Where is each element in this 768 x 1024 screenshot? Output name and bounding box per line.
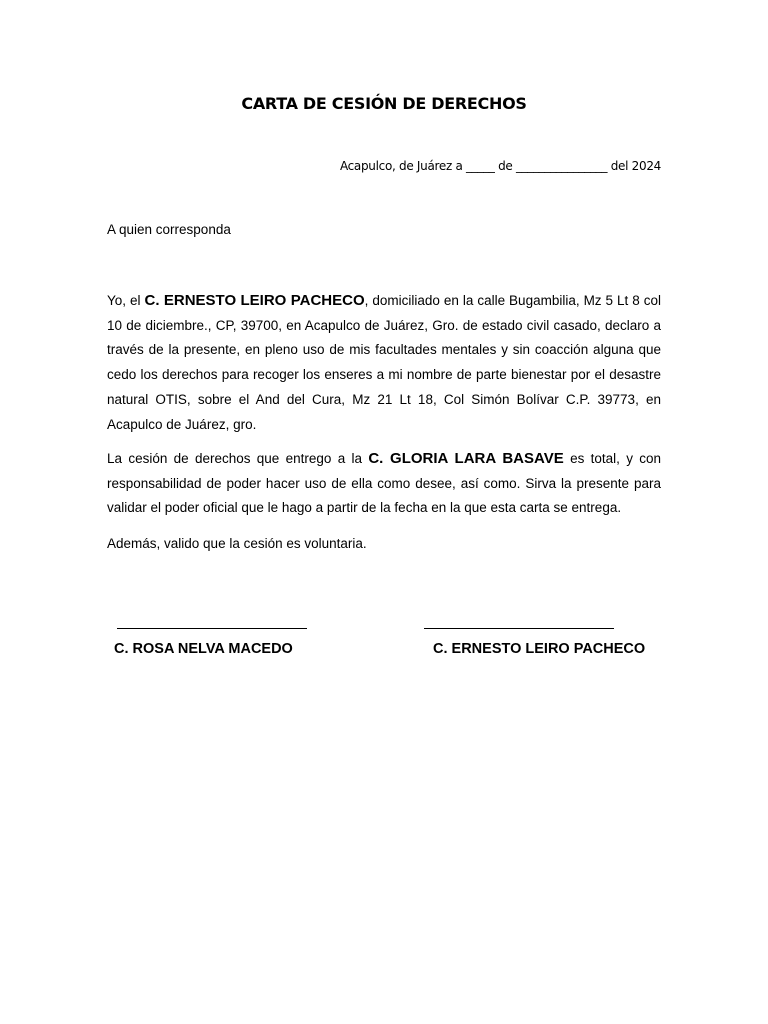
signature-line-left — [117, 628, 307, 629]
salutation: A quien corresponda — [107, 222, 231, 237]
grantee-name: C. GLORIA LARA BASAVE — [368, 450, 564, 467]
document-title: CARTA DE CESIÓN DE DERECHOS — [241, 94, 527, 113]
paragraph2-prefix: La cesión de derechos que entrego a la — [107, 451, 369, 466]
paragraph2-body: es total, y con responsabilidad de poder hacer uso de ella como desee, así como. Sirva la presente para validar el poder oficial que le hago a partir de la fecha en la que esta carta se entrega. — [107, 451, 662, 516]
signature-line-right — [424, 628, 614, 629]
paragraph-grantor-declaration — [107, 289, 661, 437]
paragraph-voluntary: Además, valido que la cesión es voluntaria. — [107, 536, 367, 551]
signature-name-right: C. ERNESTO LEIRO PACHECO — [433, 641, 646, 657]
grantor-name: C. ERNESTO LEIRO PACHECO — [144, 292, 365, 309]
paragraph1-body: , domiciliado en la calle Bugambilia, Mz 5 Lt 8 col 10 de diciembre., CP, 39700, en Acapulco de Juárez, Gro. de estado civil casado, declaro a través de la presente, en pleno uso de mis facultades mentales y sin coacción alguna que cedo los derechos para recoger los enseres a mi nombre de parte bienestar por el desastre natural OTIS, sobre el And del Cura, Mz 21 Lt 18, Col Simón Bolívar C.P. 39773, en Acapulco de Juárez, gro. — [107, 293, 661, 432]
place-date-line: Acapulco, de Juárez a _____ de ________________ del 2024 — [339, 159, 661, 173]
signature-name-left: C. ROSA NELVA MACEDO — [114, 641, 293, 657]
paragraph-grantee-cession — [107, 447, 661, 521]
paragraph1-prefix: Yo, el — [107, 293, 145, 308]
